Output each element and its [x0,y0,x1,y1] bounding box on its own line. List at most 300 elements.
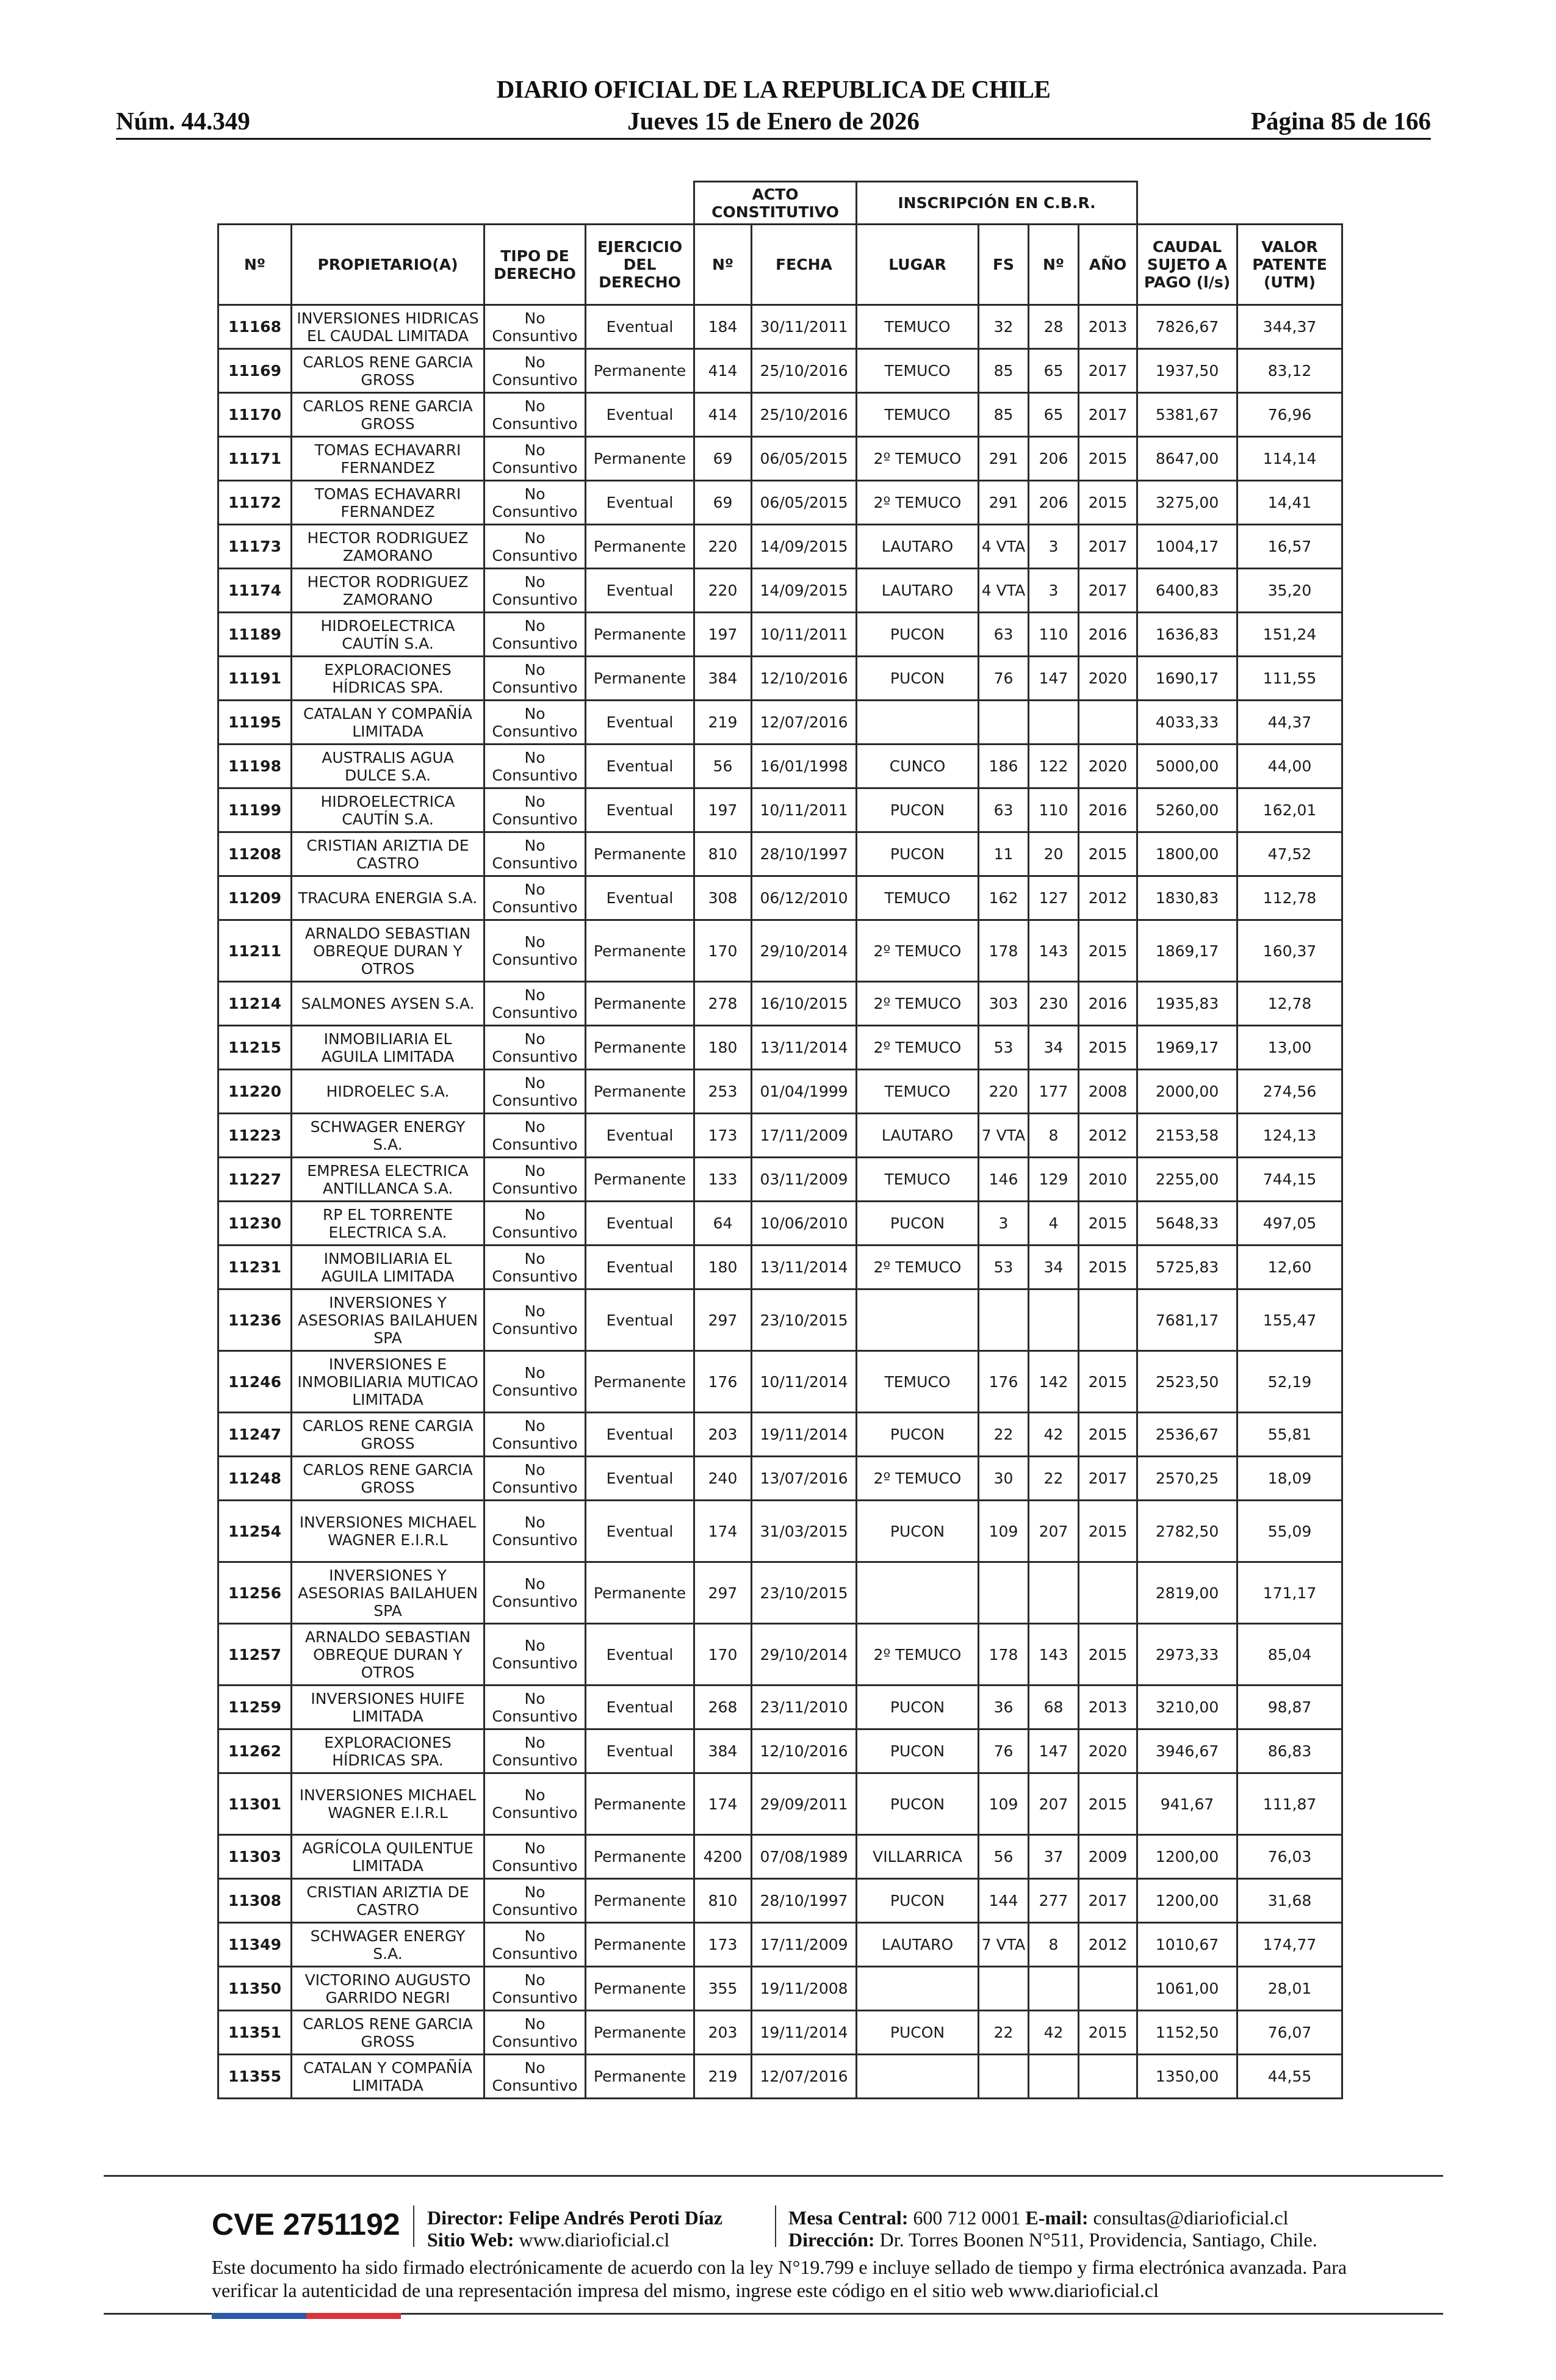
cell-number: 11256 [218,1562,292,1624]
cell-tipo: No Consuntivo [484,1967,586,2011]
cell-tipo: No Consuntivo [484,2055,586,2099]
cell-valor: 76,96 [1237,393,1342,437]
cell-valor: 13,00 [1237,1026,1342,1070]
cell-caudal: 3275,00 [1137,481,1237,525]
cell-lugar: LAUTARO [857,1114,979,1158]
cell-fecha: 16/10/2015 [752,982,857,1026]
email-link[interactable]: consultas@diarioficial.cl [1093,2207,1289,2229]
group-header-spacer [218,182,694,225]
cell-tipo: No Consuntivo [484,1624,586,1686]
cell-cbr-number: 207 [1029,1501,1079,1562]
cell-fs: 162 [979,876,1029,920]
cell-cbr-number: 207 [1029,1773,1079,1835]
cell-ejercicio: Permanente [586,437,694,481]
cell-caudal: 1869,17 [1137,920,1237,982]
cell-acto-number: 180 [694,1026,752,1070]
table-row [218,1624,1342,1686]
cell-tipo: No Consuntivo [484,1457,586,1501]
cell-fs: 32 [979,305,1029,349]
cell-owner: CRISTIAN ARIZTIA DE CASTRO [292,1879,484,1923]
cell-fecha: 12/07/2016 [752,2055,857,2099]
group-header-row [218,182,1342,225]
table-row [218,1835,1342,1879]
table-row [218,1070,1342,1114]
cell-cbr-number: 177 [1029,1070,1079,1114]
cell-anio: 2016 [1079,788,1137,832]
page-indicator: Página 85 de 166 [1251,107,1431,135]
cell-cbr-number: 42 [1029,1413,1079,1457]
cell-ejercicio: Permanente [586,1351,694,1413]
cell-fs: 22 [979,1413,1029,1457]
table-row [218,1879,1342,1923]
cell-valor: 124,13 [1237,1114,1342,1158]
cell-ejercicio: Eventual [586,1501,694,1562]
cell-anio: 2015 [1079,1413,1137,1457]
group-header-inscripcion: INSCRIPCIÓN EN C.B.R. [857,182,1137,225]
cell-owner: CARLOS RENE GARCIA GROSS [292,1457,484,1501]
cell-owner: CRISTIAN ARIZTIA DE CASTRO [292,832,484,876]
cell-tipo: No Consuntivo [484,1158,586,1202]
cell-acto-number: 219 [694,701,752,745]
cell-anio: 2015 [1079,1202,1137,1246]
cell-owner: SALMONES AYSEN S.A. [292,982,484,1026]
cell-owner: INVERSIONES Y ASESORIAS BAILAHUEN SPA [292,1562,484,1624]
cell-owner: RP EL TORRENTE ELECTRICA S.A. [292,1202,484,1246]
table-row [218,982,1342,1026]
cell-owner: INVERSIONES Y ASESORIAS BAILAHUEN SPA [292,1289,484,1351]
cell-number: 11301 [218,1773,292,1835]
cell-cbr-number: 277 [1029,1879,1079,1923]
cell-number: 11195 [218,701,292,745]
cell-lugar: PUCON [857,2011,979,2055]
table-row [218,1289,1342,1351]
cell-fs: 30 [979,1457,1029,1501]
table-row [218,920,1342,982]
cell-fs: 176 [979,1351,1029,1413]
cell-owner: CARLOS RENE GARCIA GROSS [292,349,484,393]
cell-ejercicio: Eventual [586,569,694,613]
cell-owner: HIDROELECTRICA CAUTÍN S.A. [292,613,484,657]
table-row [218,1202,1342,1246]
cell-valor: 44,37 [1237,701,1342,745]
cell-fs: 178 [979,1624,1029,1686]
cell-fecha: 06/12/2010 [752,876,857,920]
issue-number: Núm. 44.349 [116,107,250,135]
cell-anio: 2017 [1079,1879,1137,1923]
cell-lugar [857,1967,979,2011]
email-label: E-mail: [1025,2207,1089,2229]
cell-ejercicio: Eventual [586,1457,694,1501]
table-row [218,1729,1342,1773]
cell-acto-number: 268 [694,1686,752,1729]
cell-acto-number: 219 [694,2055,752,2099]
cell-caudal: 4033,33 [1137,701,1237,745]
cell-number: 11170 [218,393,292,437]
cell-cbr-number: 110 [1029,613,1079,657]
cell-number: 11168 [218,305,292,349]
cell-owner: INVERSIONES MICHAEL WAGNER E.I.R.L [292,1773,484,1835]
cell-cbr-number: 129 [1029,1158,1079,1202]
cell-owner: CARLOS RENE GARCIA GROSS [292,393,484,437]
cell-fs: 63 [979,788,1029,832]
cell-cbr-number: 127 [1029,876,1079,920]
cell-cbr-number: 42 [1029,2011,1079,2055]
cell-anio: 2015 [1079,1624,1137,1686]
cell-cbr-number [1029,1562,1079,1624]
cell-fs: 291 [979,437,1029,481]
cell-caudal: 1830,83 [1137,876,1237,920]
cell-cbr-number: 230 [1029,982,1079,1026]
cell-cbr-number: 3 [1029,525,1079,569]
table-row [218,1501,1342,1562]
cell-anio: 2016 [1079,613,1137,657]
cell-fecha: 07/08/1989 [752,1835,857,1879]
cell-acto-number: 64 [694,1202,752,1246]
cell-anio: 2020 [1079,1729,1137,1773]
cell-acto-number: 203 [694,1413,752,1457]
cell-fs: 85 [979,349,1029,393]
cell-number: 11198 [218,745,292,788]
cell-owner: EXPLORACIONES HÍDRICAS SPA. [292,1729,484,1773]
cell-fs: 291 [979,481,1029,525]
cell-ejercicio: Permanente [586,1158,694,1202]
cell-cbr-number: 122 [1029,745,1079,788]
cell-cbr-number: 68 [1029,1686,1079,1729]
footer-separator [775,2205,776,2247]
table-row [218,437,1342,481]
cell-caudal: 3946,67 [1137,1729,1237,1773]
cell-tipo: No Consuntivo [484,920,586,982]
cell-acto-number: 414 [694,393,752,437]
cell-lugar: 2º TEMUCO [857,982,979,1026]
table-body [218,305,1342,2099]
cell-anio: 2017 [1079,393,1137,437]
cell-anio: 2015 [1079,1246,1137,1289]
cell-lugar: TEMUCO [857,349,979,393]
cell-cbr-number: 3 [1029,569,1079,613]
cell-anio: 2010 [1079,1158,1137,1202]
cell-ejercicio: Permanente [586,1923,694,1967]
cell-tipo: No Consuntivo [484,1729,586,1773]
cell-anio: 2020 [1079,745,1137,788]
cell-anio: 2016 [1079,982,1137,1026]
cell-owner: ARNALDO SEBASTIAN OBREQUE DURAN Y OTROS [292,920,484,982]
cell-lugar: TEMUCO [857,876,979,920]
cell-ejercicio: Permanente [586,1835,694,1879]
cell-fs: 7 VTA [979,1114,1029,1158]
cell-number: 11259 [218,1686,292,1729]
cell-owner: EMPRESA ELECTRICA ANTILLANCA S.A. [292,1158,484,1202]
cell-acto-number: 180 [694,1246,752,1289]
cell-fs: 11 [979,832,1029,876]
cell-ejercicio: Eventual [586,481,694,525]
col-header-lugar: LUGAR [857,225,979,305]
mesa-label: Mesa Central: [788,2207,909,2229]
cell-valor: 35,20 [1237,569,1342,613]
cell-valor: 111,55 [1237,657,1342,701]
cell-anio: 2013 [1079,1686,1137,1729]
cell-tipo: No Consuntivo [484,1923,586,1967]
cell-tipo: No Consuntivo [484,393,586,437]
cell-ejercicio: Permanente [586,657,694,701]
cell-valor: 44,55 [1237,2055,1342,2099]
cell-fecha: 13/11/2014 [752,1026,857,1070]
table-row [218,657,1342,701]
cell-tipo: No Consuntivo [484,1835,586,1879]
cell-valor: 55,81 [1237,1413,1342,1457]
cell-acto-number: 197 [694,613,752,657]
cell-fs: 178 [979,920,1029,982]
table-row [218,1413,1342,1457]
cell-fs: 76 [979,657,1029,701]
cell-ejercicio: Eventual [586,1114,694,1158]
cell-anio: 2015 [1079,1026,1137,1070]
cell-acto-number: 308 [694,876,752,920]
cell-owner: ARNALDO SEBASTIAN OBREQUE DURAN Y OTROS [292,1624,484,1686]
cell-anio: 2017 [1079,525,1137,569]
cell-ejercicio: Eventual [586,393,694,437]
cell-acto-number: 414 [694,349,752,393]
cell-caudal: 5260,00 [1137,788,1237,832]
cell-fs [979,1967,1029,2011]
cell-lugar: 2º TEMUCO [857,1457,979,1501]
cell-fs: 36 [979,1686,1029,1729]
cell-cbr-number: 8 [1029,1114,1079,1158]
cell-owner: TOMAS ECHAVARRI FERNANDEZ [292,481,484,525]
cell-caudal: 1200,00 [1137,1879,1237,1923]
director-name: Felipe Andrés Peroti Díaz [508,2207,722,2229]
cell-acto-number: 133 [694,1158,752,1202]
cell-lugar: PUCON [857,1773,979,1835]
water-rights-table [217,181,1343,2099]
cell-lugar [857,2055,979,2099]
cell-fs [979,1289,1029,1351]
cell-anio: 2009 [1079,1835,1137,1879]
cell-cbr-number: 34 [1029,1026,1079,1070]
col-header-tipo: TIPO DE DERECHO [484,225,586,305]
mesa-phone: 600 712 0001 [913,2207,1021,2229]
cell-number: 11208 [218,832,292,876]
cell-cbr-number: 4 [1029,1202,1079,1246]
cell-owner: VICTORINO AUGUSTO GARRIDO NEGRI [292,1967,484,2011]
cell-valor: 85,04 [1237,1624,1342,1686]
cell-caudal: 941,67 [1137,1773,1237,1835]
cell-tipo: No Consuntivo [484,657,586,701]
col-header-cbr-number: Nº [1029,225,1079,305]
cell-acto-number: 355 [694,1967,752,2011]
cell-lugar: PUCON [857,1879,979,1923]
cell-acto-number: 69 [694,481,752,525]
cell-lugar: 2º TEMUCO [857,1624,979,1686]
cell-caudal: 2153,58 [1137,1114,1237,1158]
cell-fecha: 14/09/2015 [752,525,857,569]
cell-tipo: No Consuntivo [484,569,586,613]
cell-owner: INVERSIONES MICHAEL WAGNER E.I.R.L [292,1501,484,1562]
table-row [218,876,1342,920]
cell-fs: 4 VTA [979,569,1029,613]
table-row [218,1351,1342,1413]
cell-number: 11223 [218,1114,292,1158]
cell-number: 11254 [218,1501,292,1562]
cell-fecha: 28/10/1997 [752,832,857,876]
cell-cbr-number: 143 [1029,920,1079,982]
cell-lugar: 2º TEMUCO [857,437,979,481]
cell-lugar: LAUTARO [857,525,979,569]
footer-director-block [427,2207,722,2251]
cell-fecha: 31/03/2015 [752,1501,857,1562]
cell-lugar [857,701,979,745]
cell-caudal: 5648,33 [1137,1202,1237,1246]
cell-owner: HIDROELEC S.A. [292,1070,484,1114]
cell-fecha: 17/11/2009 [752,1923,857,1967]
cell-fecha: 06/05/2015 [752,437,857,481]
cell-acto-number: 170 [694,1624,752,1686]
cell-caudal: 2000,00 [1137,1070,1237,1114]
cell-fs: 303 [979,982,1029,1026]
cell-cbr-number: 65 [1029,393,1079,437]
cell-valor: 44,00 [1237,745,1342,788]
cell-acto-number: 170 [694,920,752,982]
cell-anio [1079,2055,1137,2099]
cell-anio: 2017 [1079,1457,1137,1501]
cell-anio: 2017 [1079,569,1137,613]
cell-lugar: 2º TEMUCO [857,1026,979,1070]
cell-valor: 47,52 [1237,832,1342,876]
cell-number: 11174 [218,569,292,613]
cell-caudal: 1061,00 [1137,1967,1237,2011]
cell-lugar: PUCON [857,1413,979,1457]
cell-caudal: 1937,50 [1137,349,1237,393]
cell-number: 11172 [218,481,292,525]
col-header-owner: PROPIETARIO(A) [292,225,484,305]
cell-owner: AGRÍCOLA QUILENTUE LIMITADA [292,1835,484,1879]
cell-acto-number: 197 [694,788,752,832]
cell-caudal: 2819,00 [1137,1562,1237,1624]
cell-number: 11220 [218,1070,292,1114]
cell-tipo: No Consuntivo [484,1773,586,1835]
cell-caudal: 5000,00 [1137,745,1237,788]
cell-valor: 151,24 [1237,613,1342,657]
cell-anio [1079,701,1137,745]
cell-number: 11303 [218,1835,292,1879]
cell-fecha: 01/04/1999 [752,1070,857,1114]
cell-anio: 2020 [1079,657,1137,701]
table-row [218,1562,1342,1624]
cell-lugar: PUCON [857,788,979,832]
cell-anio: 2013 [1079,305,1137,349]
cell-cbr-number: 110 [1029,788,1079,832]
col-header-fs: FS [979,225,1029,305]
cell-anio [1079,1967,1137,2011]
cell-ejercicio: Permanente [586,613,694,657]
cell-valor: 76,07 [1237,2011,1342,2055]
table-row [218,2055,1342,2099]
cell-number: 11227 [218,1158,292,1202]
cell-fs: 53 [979,1026,1029,1070]
cell-acto-number: 810 [694,832,752,876]
table-row [218,613,1342,657]
cell-cbr-number: 22 [1029,1457,1079,1501]
cell-ejercicio: Eventual [586,1246,694,1289]
web-link[interactable]: www.diarioficial.cl [519,2229,670,2251]
cell-fecha: 06/05/2015 [752,481,857,525]
cell-tipo: No Consuntivo [484,437,586,481]
cell-caudal: 1010,67 [1137,1923,1237,1967]
cell-lugar: 2º TEMUCO [857,481,979,525]
cell-fecha: 10/11/2011 [752,788,857,832]
cell-acto-number: 174 [694,1773,752,1835]
cell-valor: 744,15 [1237,1158,1342,1202]
cell-acto-number: 297 [694,1562,752,1624]
cell-anio [1079,1562,1137,1624]
cell-fecha: 29/10/2014 [752,920,857,982]
cell-fecha: 16/01/1998 [752,745,857,788]
col-header-ejercicio: EJERCICIO DEL DERECHO [586,225,694,305]
cell-caudal: 2255,00 [1137,1158,1237,1202]
cell-acto-number: 69 [694,437,752,481]
col-header-caudal: CAUDAL SUJETO A PAGO (l/s) [1137,225,1237,305]
cell-cbr-number [1029,701,1079,745]
cell-acto-number: 278 [694,982,752,1026]
footer-contact-block [788,2207,1317,2251]
cell-ejercicio: Eventual [586,1413,694,1457]
cell-valor: 83,12 [1237,349,1342,393]
cell-tipo: No Consuntivo [484,481,586,525]
direccion-text: Dr. Torres Boonen N°511, Providencia, Santiago, Chile. [879,2229,1317,2251]
table-row [218,1246,1342,1289]
cell-tipo: No Consuntivo [484,1114,586,1158]
cell-fecha: 29/09/2011 [752,1773,857,1835]
table-row [218,2011,1342,2055]
cell-tipo: No Consuntivo [484,305,586,349]
cell-owner: HECTOR RODRIGUEZ ZAMORANO [292,569,484,613]
cell-tipo: No Consuntivo [484,832,586,876]
cell-fecha: 12/07/2016 [752,701,857,745]
cell-acto-number: 173 [694,1114,752,1158]
cell-valor: 162,01 [1237,788,1342,832]
cell-cbr-number: 142 [1029,1351,1079,1413]
cell-acto-number: 253 [694,1070,752,1114]
cell-lugar: PUCON [857,613,979,657]
cell-number: 11308 [218,1879,292,1923]
group-header-acto: ACTO CONSTITUTIVO [694,182,857,225]
cell-number: 11246 [218,1351,292,1413]
cell-tipo: No Consuntivo [484,1686,586,1729]
cell-valor: 55,09 [1237,1501,1342,1562]
footer-separator [413,2205,414,2247]
cell-valor: 52,19 [1237,1351,1342,1413]
table-row [218,393,1342,437]
cell-number: 11211 [218,920,292,982]
flag-red-segment [306,2313,401,2319]
cell-tipo: No Consuntivo [484,1026,586,1070]
cell-owner: SCHWAGER ENERGY S.A. [292,1114,484,1158]
cell-lugar: 2º TEMUCO [857,1246,979,1289]
cell-anio: 2015 [1079,920,1137,982]
cell-fs: 85 [979,393,1029,437]
cell-cbr-number: 143 [1029,1624,1079,1686]
cell-acto-number: 220 [694,569,752,613]
cell-owner: INVERSIONES HUIFE LIMITADA [292,1686,484,1729]
cell-acto-number: 297 [694,1289,752,1351]
cell-valor: 112,78 [1237,876,1342,920]
cell-cbr-number [1029,2055,1079,2099]
cell-tipo: No Consuntivo [484,1289,586,1351]
cell-ejercicio: Permanente [586,1070,694,1114]
cell-lugar [857,1562,979,1624]
cell-acto-number: 810 [694,1879,752,1923]
cell-anio: 2008 [1079,1070,1137,1114]
